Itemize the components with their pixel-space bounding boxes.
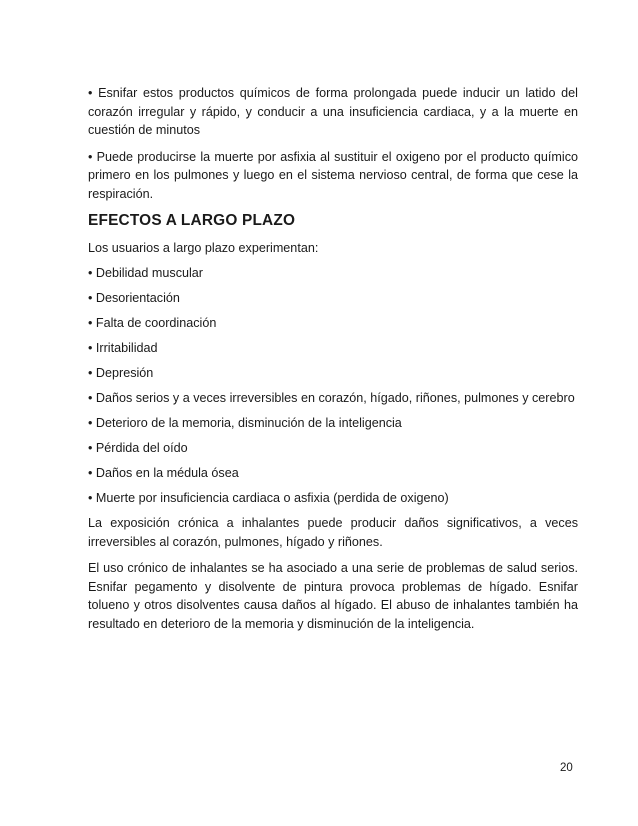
- list-item: • Muerte por insuficiencia cardiaca o asfixia (perdida de oxigeno): [88, 491, 449, 506]
- list-item: • Daños en la médula ósea: [88, 466, 239, 481]
- list-item: • Debilidad muscular: [88, 265, 204, 280]
- effects-list: [88, 264, 578, 508]
- list-item: • Irritabilidad: [88, 340, 158, 355]
- paragraph-asphyxia: • Puede producirse la muerte por asfixia al sustituir el oxigeno por el producto químico primero en los pulmones y luego en el sistema nervioso central, de forma que cese la respiración.: [88, 149, 578, 201]
- list-item: • Desorientación: [88, 290, 180, 305]
- paragraph-chronic-exposure: La exposición crónica a inhalantes puede producir daños significativos, a veces irreversibles al corazón, pulmones, hígado y riñones.: [88, 516, 578, 549]
- list-item: • Depresión: [88, 365, 154, 380]
- list-item: • Daños serios y a veces irreversibles en corazón, hígado, riñones, pulmones y cerebro: [88, 390, 575, 405]
- page-number: 20: [560, 762, 573, 774]
- list-item: • Falta de coordinación: [88, 315, 217, 330]
- page-content: [88, 84, 578, 641]
- intro-text: Los usuarios a largo plazo experimentan:: [88, 241, 319, 255]
- list-item: • Deterioro de la memoria, disminución de la inteligencia: [88, 416, 402, 431]
- paragraph-irregular-heartbeat: • Esnifar estos productos químicos de forma prolongada puede inducir un latido del corazón irregular y rápido, y conducir a una insuficiencia cardiaca, y a la muerte en cuestión de minutos: [88, 86, 578, 137]
- paragraph-chronic-use: El uso crónico de inhalantes se ha asociado a una serie de problemas de salud serios. Esnifar pegamento y disolvente de pintura provoca problemas de hígado. Esnifar tolueno y otros disolventes causa daños al hígado. El abuso de inhalantes también ha resultado en deterioro de la memoria y disminución de la inteligencia.: [88, 561, 578, 631]
- section-heading: EFECTOS A LARGO PLAZO: [88, 212, 296, 229]
- list-item: • Pérdida del oído: [88, 441, 188, 456]
